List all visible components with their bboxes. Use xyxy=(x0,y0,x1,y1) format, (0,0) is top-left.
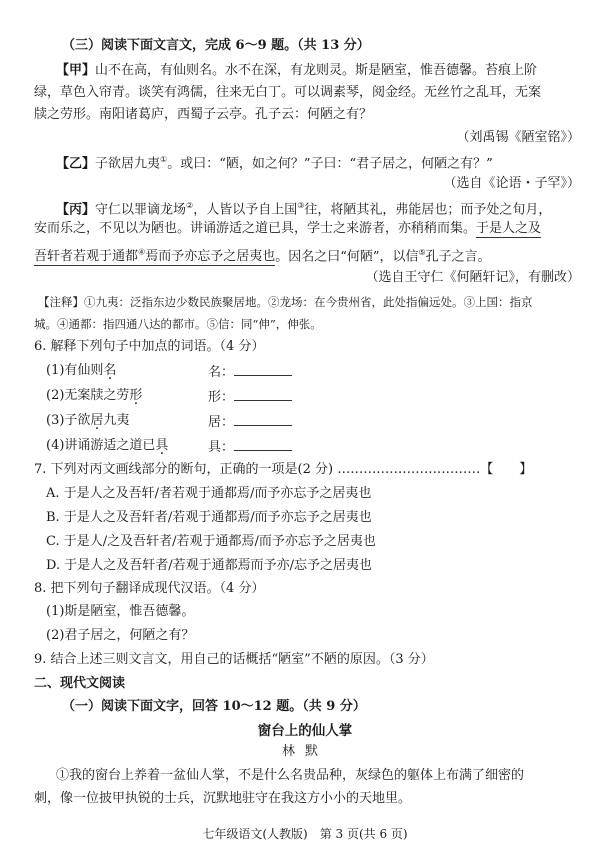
bing-l3-c: 孔子之言。 xyxy=(425,249,491,265)
q7-option-d[interactable]: D. 于是人之及吾轩者/若观于通都焉而予亦/忘予之居夷也 xyxy=(46,558,372,573)
q7-option-b[interactable]: B. 于是人之及吾轩者/若观于通都焉/而予亦忘予之居夷也 xyxy=(46,510,372,525)
text-jia-line2: 绿，草色入帘青。谈笑有鸿儒，往来无白丁。可以调素琴，阅金经。无丝竹之乱耳，无案 xyxy=(34,85,542,100)
bing-a: 守仁以罪谪龙场 xyxy=(95,202,187,218)
answer-blank[interactable] xyxy=(234,388,292,401)
notes-line2: 城。④通都：指四通八达的都市。⑤信：同“伸”，伸张。 xyxy=(34,317,322,331)
q9-stem: 9. 结合上述三则文言文，用自己的话概括“陋室”不陋的原因。（3 分） xyxy=(34,652,434,667)
q7-option-a[interactable]: A. 于是人之及吾轩/者若观于通都焉/而予亦忘予之居夷也 xyxy=(46,486,372,501)
q6-answer-4 xyxy=(208,438,610,456)
q6-1-pre: (1)有仙则 xyxy=(46,363,104,378)
part2-subheading: （一）阅读下面文字，回答 10～12 题。（共 9 分） xyxy=(62,699,366,714)
label-jia: 【甲】 xyxy=(56,63,96,78)
article-para1-line2: 刺，像一位披甲执锐的士兵，沉默地驻守在我这方小小的天地里。 xyxy=(34,791,412,806)
bing-sup2: ③ xyxy=(297,201,305,210)
yi-a: 子欲居九夷 xyxy=(95,156,161,172)
q6-2-dot: 形 xyxy=(129,388,143,403)
q6-stem: 6. 解释下列句子中加点的词语。（4 分） xyxy=(34,339,265,354)
jia-l1: 山不在高，有仙则名。水不在深，有龙则灵。斯是陋室，惟吾德馨。苔痕上阶 xyxy=(95,63,538,78)
bing-underline-1: 于是人之及 xyxy=(476,221,542,236)
q6-3-pre: (3)子欲 xyxy=(46,413,91,428)
part2-heading: 二、现代文阅读 xyxy=(34,676,126,691)
q6-answer-2 xyxy=(208,388,610,406)
q6-1-label: 名： xyxy=(208,365,235,380)
q6-4-pre: (4)讲诵游适之道已 xyxy=(46,438,156,453)
bing-underline-2 xyxy=(34,249,275,266)
article-para1-line1: ①我的窗台上养着一盆仙人掌，不是什么名贵品种，灰绿色的躯体上布满了细密的 xyxy=(56,768,525,783)
q8-stem: 8. 把下列句子翻译成现代汉语。（4 分） xyxy=(34,581,265,596)
q8-sentence-2: (2)君子居之，何陋之有？ xyxy=(46,628,195,643)
answer-blank[interactable] xyxy=(234,363,292,376)
bing-sup3: ④ xyxy=(138,248,146,257)
article-title: 窗台上的仙人掌 xyxy=(257,723,353,739)
text-yi-line1 xyxy=(56,152,610,172)
q6-2-label: 形： xyxy=(208,390,235,405)
bing-sup4: ⑤ xyxy=(418,248,426,257)
label-bing: 【丙】 xyxy=(56,202,96,218)
q6-3-label: 居： xyxy=(208,415,235,430)
text-jia-line1 xyxy=(56,63,610,79)
section3-heading: （三）阅读下面文言文，完成 6～9 题。（共 13 分） xyxy=(62,38,370,53)
q6-answer-1 xyxy=(208,363,610,381)
bing-l3-b: 。因名之曰“何陋”，以信 xyxy=(275,249,419,265)
q6-4-dot: 具 xyxy=(155,438,169,453)
q6-1-dot: 名 xyxy=(103,363,117,378)
bing-ul-b: 焉而予亦忘予之居夷也 xyxy=(145,249,276,265)
bing-l2: 安而乐之，不见以为陋也。讲诵游适之道已具，学士之来游者，亦稍稍而集。 xyxy=(34,221,477,236)
bing-sup1: ② xyxy=(186,201,194,210)
q6-3-post: 九夷 xyxy=(103,413,130,428)
q7-option-c[interactable]: C. 于是人/之及吾轩者/若观于通都焉/而予亦忘予之居夷也 xyxy=(46,534,376,549)
notes-line1: 【注释】①九夷：泛指东边少数民族聚居地。②龙场：在今贵州省，此处指偏远处。③上国：指京 xyxy=(38,295,533,309)
q8-sentence-1: (1)斯是陋室，惟吾德馨。 xyxy=(46,604,195,619)
source-bing: （选自王守仁《何陋轩记》，有删改） xyxy=(365,270,580,285)
label-yi: 【乙】 xyxy=(56,156,96,172)
yi-sup: ① xyxy=(160,155,168,164)
source-jia: （刘禹锡《陋室铭》） xyxy=(456,130,580,145)
bing-b: ，人皆以予自上国 xyxy=(193,202,298,218)
q6-3-dot: 居 xyxy=(90,413,104,428)
source-yi: （选自《论语・子罕》） xyxy=(443,176,580,191)
text-jia-line3: 牍之劳形。南阳诸葛庐，西蜀子云亭。孔子云：何陋之有？ xyxy=(34,107,373,122)
page-footer: 七年级语文(人教版) 第 3 页(共 6 页) xyxy=(202,827,408,841)
q6-answer-3 xyxy=(208,413,610,431)
q7-stem: 7. 下列对丙文画线部分的断句，正确的一项是(2 分) ……………………………【 】 xyxy=(34,462,533,477)
q6-4-label: 具： xyxy=(208,440,235,455)
text-bing-line3 xyxy=(34,245,610,265)
bing-ul-a: 吾轩者若观于通都 xyxy=(34,249,139,265)
bing-c: 往，将陋其礼，弗能居也；而予处之旬月， xyxy=(304,202,552,218)
text-bing-line2 xyxy=(34,221,610,237)
article-author: 林默 xyxy=(281,744,328,759)
q6-2-pre: (2)无案牍之劳 xyxy=(46,388,130,403)
text-bing-line1 xyxy=(56,198,610,218)
answer-blank[interactable] xyxy=(234,438,292,451)
yi-b: 。或曰：“陋，如之何？”子曰：“君子居之，何陋之有？” xyxy=(167,156,493,172)
answer-blank[interactable] xyxy=(234,413,292,426)
